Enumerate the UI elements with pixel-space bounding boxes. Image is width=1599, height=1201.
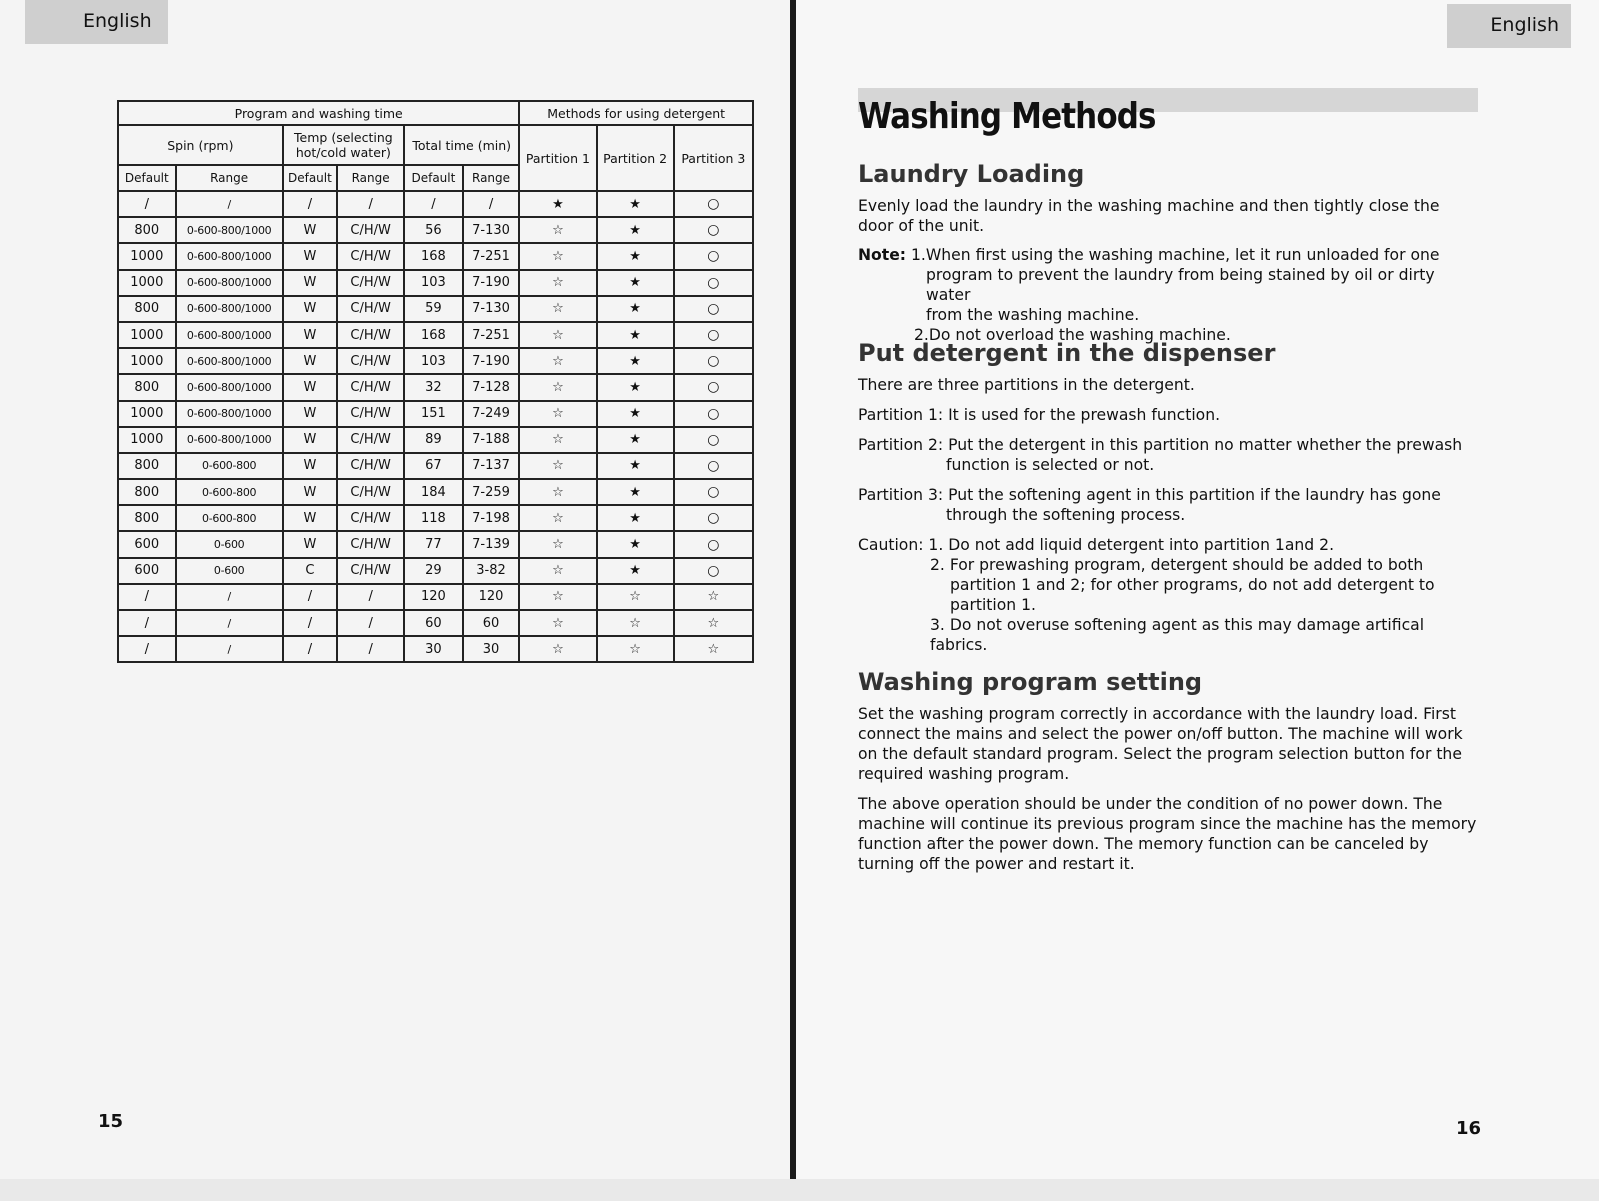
table-cell: 103 xyxy=(404,348,463,374)
sub-range: Range xyxy=(176,165,283,191)
table-cell: 0-600-800 xyxy=(176,453,283,479)
caution-text: 3. Do not overuse softening agent as this may damage artifical fabrics. xyxy=(930,616,1425,654)
table-cell: 600 xyxy=(118,558,176,584)
table-cell: W xyxy=(283,243,338,269)
table-row xyxy=(118,401,753,427)
table-cell: 29 xyxy=(404,558,463,584)
table-cell: 0-600-800/1000 xyxy=(176,348,283,374)
table-cell: C/H/W xyxy=(337,296,404,322)
note-label: Note: xyxy=(858,246,907,264)
table-cell: 0-600-800/1000 xyxy=(176,217,283,243)
table-cell: C/H/W xyxy=(337,348,404,374)
table-cell: / xyxy=(176,610,283,636)
table-row xyxy=(118,296,753,322)
partition-2-text: function is selected or not. xyxy=(946,456,1155,474)
table-cell: 60 xyxy=(463,610,520,636)
table-cell: ★ xyxy=(519,191,596,217)
table-cell: / xyxy=(463,191,520,217)
table-cell: / xyxy=(337,636,404,662)
table-row xyxy=(118,636,753,662)
table-row xyxy=(118,479,753,505)
table-cell: 1000 xyxy=(118,322,176,348)
table-cell: ○ xyxy=(674,401,753,427)
sub-default: Default xyxy=(404,165,463,191)
table-cell: ○ xyxy=(674,531,753,557)
table-cell: C/H/W xyxy=(337,270,404,296)
program-setting-section xyxy=(858,668,1478,874)
table-cell: ★ xyxy=(597,191,674,217)
table-row xyxy=(118,584,753,610)
table-cell: ○ xyxy=(674,243,753,269)
table-row xyxy=(118,610,753,636)
table-cell: 30 xyxy=(404,636,463,662)
partition-3-text: Partition 3: Put the softening agent in this partition if the laundry has gone xyxy=(858,486,1441,504)
table-cell: 103 xyxy=(404,270,463,296)
table-cell: ○ xyxy=(674,270,753,296)
table-cell: / xyxy=(118,191,176,217)
table-cell: ○ xyxy=(674,322,753,348)
page-number: 15 xyxy=(98,1111,124,1132)
table-cell: / xyxy=(118,584,176,610)
table-cell: ★ xyxy=(597,479,674,505)
table-cell: ★ xyxy=(597,401,674,427)
table-cell: C/H/W xyxy=(337,374,404,400)
table-cell: ○ xyxy=(674,374,753,400)
note-line: 1.When first using the washing machine, let it run unloaded for one xyxy=(911,246,1440,264)
table-cell: 7-249 xyxy=(463,401,520,427)
table-cell: ☆ xyxy=(519,636,596,662)
table-cell: ☆ xyxy=(674,636,753,662)
table-cell: ★ xyxy=(597,453,674,479)
table-cell: 184 xyxy=(404,479,463,505)
detergent-heading: Put detergent in the dispenser xyxy=(858,339,1276,367)
table-cell: W xyxy=(283,427,338,453)
table-cell: 7-251 xyxy=(463,243,520,269)
table-cell: 600 xyxy=(118,531,176,557)
caution-text: partition 1. xyxy=(950,596,1037,614)
table-cell: ★ xyxy=(597,217,674,243)
table-cell: ○ xyxy=(674,505,753,531)
table-cell: 7-128 xyxy=(463,374,520,400)
note-block xyxy=(858,245,1478,345)
table-cell: 7-190 xyxy=(463,348,520,374)
table-row xyxy=(118,374,753,400)
table-cell: C/H/W xyxy=(337,427,404,453)
table-cell: 7-137 xyxy=(463,453,520,479)
sub-default: Default xyxy=(283,165,338,191)
table-cell: ★ xyxy=(597,296,674,322)
table-cell: C/H/W xyxy=(337,453,404,479)
table-cell: ★ xyxy=(597,374,674,400)
page-bottom-edge xyxy=(0,1179,1599,1201)
table-cell: ☆ xyxy=(519,348,596,374)
table-cell: 0-600-800/1000 xyxy=(176,322,283,348)
table-cell: / xyxy=(283,610,338,636)
table-row xyxy=(118,427,753,453)
table-cell: ☆ xyxy=(519,322,596,348)
table-cell: 0-600-800/1000 xyxy=(176,374,283,400)
table-cell: ○ xyxy=(674,479,753,505)
sub-range: Range xyxy=(463,165,520,191)
table-cell: ☆ xyxy=(519,374,596,400)
table-cell: W xyxy=(283,322,338,348)
table-row xyxy=(118,453,753,479)
table-cell: ☆ xyxy=(519,584,596,610)
table-cell: 7-251 xyxy=(463,322,520,348)
table-cell: / xyxy=(337,610,404,636)
table-cell: W xyxy=(283,453,338,479)
table-cell: 800 xyxy=(118,479,176,505)
page-number: 16 xyxy=(1455,1118,1481,1139)
table-cell: ☆ xyxy=(519,453,596,479)
table-cell: 0-600-800 xyxy=(176,479,283,505)
note-line: program to prevent the laundry from being stained by oil or dirty water xyxy=(926,266,1435,304)
header-partition-1: Partition 1 xyxy=(519,125,596,191)
table-cell: ○ xyxy=(674,191,753,217)
header-time: Total time (min) xyxy=(404,125,519,165)
table-cell: 800 xyxy=(118,453,176,479)
table-cell: 7-139 xyxy=(463,531,520,557)
table-cell: 7-190 xyxy=(463,270,520,296)
table-cell: C/H/W xyxy=(337,401,404,427)
table-cell: 800 xyxy=(118,374,176,400)
table-cell: W xyxy=(283,531,338,557)
table-cell: ☆ xyxy=(519,558,596,584)
note-line: from the washing machine. xyxy=(926,306,1140,324)
table-cell: C/H/W xyxy=(337,243,404,269)
table-cell: ☆ xyxy=(519,217,596,243)
table-cell: ☆ xyxy=(519,427,596,453)
table-cell: 118 xyxy=(404,505,463,531)
table-cell: W xyxy=(283,401,338,427)
table-cell: ☆ xyxy=(597,610,674,636)
table-cell: 120 xyxy=(463,584,520,610)
table-cell: ☆ xyxy=(519,610,596,636)
table-row xyxy=(118,531,753,557)
table-cell: 1000 xyxy=(118,401,176,427)
table-cell: ☆ xyxy=(519,401,596,427)
table-cell: 7-198 xyxy=(463,505,520,531)
table-cell: ☆ xyxy=(519,531,596,557)
table-cell: ★ xyxy=(597,322,674,348)
table-cell: 800 xyxy=(118,505,176,531)
table-row xyxy=(118,191,753,217)
table-cell: ☆ xyxy=(674,610,753,636)
table-cell: ☆ xyxy=(519,243,596,269)
table-cell: 56 xyxy=(404,217,463,243)
table-cell: C/H/W xyxy=(337,479,404,505)
table-cell: W xyxy=(283,270,338,296)
table-cell: ☆ xyxy=(519,270,596,296)
table-row xyxy=(118,348,753,374)
language-tab: English xyxy=(25,0,168,44)
table-cell: / xyxy=(337,584,404,610)
table-row xyxy=(118,217,753,243)
table-cell: 32 xyxy=(404,374,463,400)
header-methods: Methods for using detergent xyxy=(519,101,753,125)
table-cell: ☆ xyxy=(519,505,596,531)
table-cell: / xyxy=(337,191,404,217)
header-partition-3: Partition 3 xyxy=(674,125,753,191)
table-cell: ○ xyxy=(674,296,753,322)
table-cell: / xyxy=(176,584,283,610)
table-cell: ★ xyxy=(597,427,674,453)
table-cell: ☆ xyxy=(597,636,674,662)
table-cell: C/H/W xyxy=(337,217,404,243)
table-cell: 7-188 xyxy=(463,427,520,453)
table-cell: 7-259 xyxy=(463,479,520,505)
left-page xyxy=(0,0,790,1201)
table-cell: ★ xyxy=(597,505,674,531)
table-cell: 89 xyxy=(404,427,463,453)
table-cell: / xyxy=(118,610,176,636)
header-spin: Spin (rpm) xyxy=(118,125,283,165)
table-cell: 151 xyxy=(404,401,463,427)
table-cell: W xyxy=(283,479,338,505)
table-cell: 60 xyxy=(404,610,463,636)
laundry-heading: Laundry Loading xyxy=(858,160,1085,188)
detergent-intro: There are three partitions in the detergent. xyxy=(858,376,1195,394)
table-cell: ☆ xyxy=(519,479,596,505)
table-cell: ★ xyxy=(597,270,674,296)
table-cell: 168 xyxy=(404,243,463,269)
sub-range: Range xyxy=(337,165,404,191)
table-cell: ○ xyxy=(674,427,753,453)
table-cell: 3-82 xyxy=(463,558,520,584)
table-cell: W xyxy=(283,217,338,243)
note-line: 2.Do not overload the washing machine. xyxy=(914,326,1231,344)
table-cell: 800 xyxy=(118,296,176,322)
table-cell: 30 xyxy=(463,636,520,662)
table-cell: C/H/W xyxy=(337,322,404,348)
table-cell: ☆ xyxy=(597,584,674,610)
header-program: Program and washing time xyxy=(118,101,519,125)
table-cell: 1000 xyxy=(118,243,176,269)
table-cell: 1000 xyxy=(118,427,176,453)
table-cell: 0-600-800/1000 xyxy=(176,296,283,322)
laundry-text: Evenly load the laundry in the washing machine and then tightly close the door of the unit. xyxy=(858,197,1440,235)
table-cell: C/H/W xyxy=(337,558,404,584)
table-cell: C/H/W xyxy=(337,505,404,531)
table-row xyxy=(118,243,753,269)
table-cell: ○ xyxy=(674,453,753,479)
table-cell: / xyxy=(404,191,463,217)
table-cell: / xyxy=(283,636,338,662)
table-cell: / xyxy=(176,636,283,662)
detergent-section xyxy=(858,339,1478,655)
table-cell: ★ xyxy=(597,348,674,374)
caution-text: partition 1 and 2; for other programs, do not add detergent to xyxy=(950,576,1435,594)
table-cell: 67 xyxy=(404,453,463,479)
program-setting-para: The above operation should be under the condition of no power down. The machine will continue its previous program since the machine has the memory function after the power down. The memory function can be canceled by turning off the power and restart it. xyxy=(858,795,1477,873)
header-partition-2: Partition 2 xyxy=(597,125,674,191)
table-cell: C xyxy=(283,558,338,584)
table-cell: 1000 xyxy=(118,270,176,296)
sub-default: Default xyxy=(118,165,176,191)
table-cell: W xyxy=(283,505,338,531)
partition-1-text: Partition 1: It is used for the prewash function. xyxy=(858,406,1221,424)
table-cell: ★ xyxy=(597,531,674,557)
table-row xyxy=(118,558,753,584)
table-cell: ★ xyxy=(597,558,674,584)
table-cell: 1000 xyxy=(118,348,176,374)
table-cell: 59 xyxy=(404,296,463,322)
table-row xyxy=(118,322,753,348)
table-cell: / xyxy=(283,191,338,217)
table-cell: 0-600-800 xyxy=(176,505,283,531)
table-cell: ☆ xyxy=(674,584,753,610)
table-cell: 120 xyxy=(404,584,463,610)
partition-3-text: through the softening process. xyxy=(946,506,1186,524)
program-table xyxy=(117,100,754,663)
table-cell: 168 xyxy=(404,322,463,348)
table-cell: ☆ xyxy=(519,296,596,322)
table-cell: W xyxy=(283,296,338,322)
table-cell: W xyxy=(283,348,338,374)
table-cell: 800 xyxy=(118,217,176,243)
caution-text: Caution: 1. Do not add liquid detergent into partition 1and 2. xyxy=(858,536,1335,554)
table-cell: ○ xyxy=(674,348,753,374)
partition-2-text: Partition 2: Put the detergent in this partition no matter whether the prewash xyxy=(858,436,1463,454)
header-temp: Temp (selecting hot/cold water) xyxy=(283,125,404,165)
program-setting-heading: Washing program setting xyxy=(858,668,1203,696)
table-cell: 0-600-800/1000 xyxy=(176,270,283,296)
table-cell: ★ xyxy=(597,243,674,269)
language-tab: English xyxy=(1447,4,1571,48)
table-cell: ○ xyxy=(674,217,753,243)
table-cell: 0-600-800/1000 xyxy=(176,427,283,453)
table-cell: / xyxy=(283,584,338,610)
table-row xyxy=(118,270,753,296)
table-cell: 0-600 xyxy=(176,531,283,557)
table-cell: ○ xyxy=(674,558,753,584)
program-setting-para: Set the washing program correctly in accordance with the laundry load. First connect the mains and select the power on/off button. The machine will work on the default standard program. Select the program selection button for the required washing program. xyxy=(858,705,1463,783)
page-title: Washing Methods xyxy=(858,96,1156,137)
table-cell: 0-600 xyxy=(176,558,283,584)
laundry-section xyxy=(858,160,1478,345)
table-cell: 0-600-800/1000 xyxy=(176,401,283,427)
table-cell: 7-130 xyxy=(463,217,520,243)
table-cell: 0-600-800/1000 xyxy=(176,243,283,269)
caution-text: 2. For prewashing program, detergent should be added to both xyxy=(930,556,1424,574)
table-cell: W xyxy=(283,374,338,400)
table-cell: / xyxy=(176,191,283,217)
table-body xyxy=(118,191,753,662)
table-cell: 7-130 xyxy=(463,296,520,322)
table-cell: C/H/W xyxy=(337,531,404,557)
table-cell: 77 xyxy=(404,531,463,557)
table-row xyxy=(118,505,753,531)
table-cell: / xyxy=(118,636,176,662)
